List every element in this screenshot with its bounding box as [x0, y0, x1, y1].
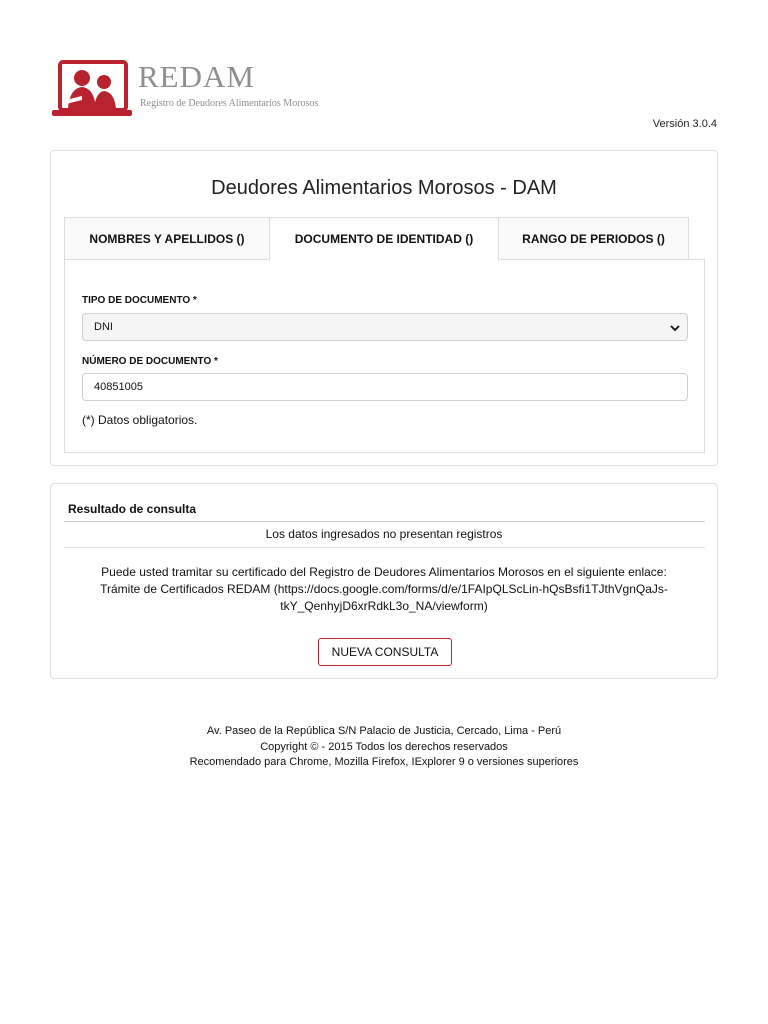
footer-copyright: Copyright © - 2015 Todos los derechos reservados: [260, 740, 508, 753]
divider: [64, 547, 705, 548]
doc-type-select[interactable]: [82, 313, 688, 341]
result-card: [50, 483, 718, 679]
doc-number-label: NÚMERO DE DOCUMENTO *: [82, 356, 218, 367]
redam-logo-icon: [52, 60, 132, 125]
divider: [64, 521, 705, 522]
identity-document-panel: [64, 259, 705, 453]
footer-browser-recommendation: Recomendado para Chrome, Mozilla Firefox, IExplorer 9 o versiones superiores: [189, 756, 579, 768]
doc-number-input[interactable]: [94, 381, 687, 393]
footer: [0, 724, 768, 771]
version-label: Versión 3.0.4: [652, 118, 717, 130]
page-title: Deudores Alimentarios Morosos - DAM: [211, 177, 557, 199]
search-card: [50, 150, 718, 466]
no-records-message: Los datos ingresados no presentan registros: [265, 527, 503, 541]
result-title: Resultado de consulta: [68, 502, 197, 516]
doc-type-value: DNI: [94, 321, 113, 333]
footer-address: Av. Paseo de la República S/N Palacio de Justicia, Cercado, Lima - Perú: [206, 725, 562, 737]
doc-number-field[interactable]: [82, 373, 688, 401]
certificate-info-text: Puede usted tramitar su certificado del Registro de Deudores Alimentarios Morosos en el siguiente enlace: Trámite de Certificados REDAM (https://docs.google.com/forms/d/e/1FAIpQLScLin-hQsBsfi1TJthVgnQaJs-tkY_QenhyjD6xrRdkL3o_NA/viewform): [100, 565, 668, 613]
redam-logo: [52, 58, 352, 120]
logo-title: REDAM: [138, 59, 255, 94]
logo-subtitle: Registro de Deudores Alimentarios Morosos: [140, 98, 319, 109]
tab-identity-document[interactable]: DOCUMENTO DE IDENTIDAD (): [269, 217, 499, 261]
chevron-down-icon: [669, 322, 681, 337]
doc-type-label: TIPO DE DOCUMENTO *: [82, 295, 197, 306]
new-query-button[interactable]: NUEVA CONSULTA: [318, 638, 452, 666]
tab-period-range[interactable]: RANGO DE PERIODOS (): [498, 217, 689, 260]
required-note: (*) Datos obligatorios.: [82, 413, 198, 427]
tab-names[interactable]: NOMBRES Y APELLIDOS (): [64, 217, 270, 260]
